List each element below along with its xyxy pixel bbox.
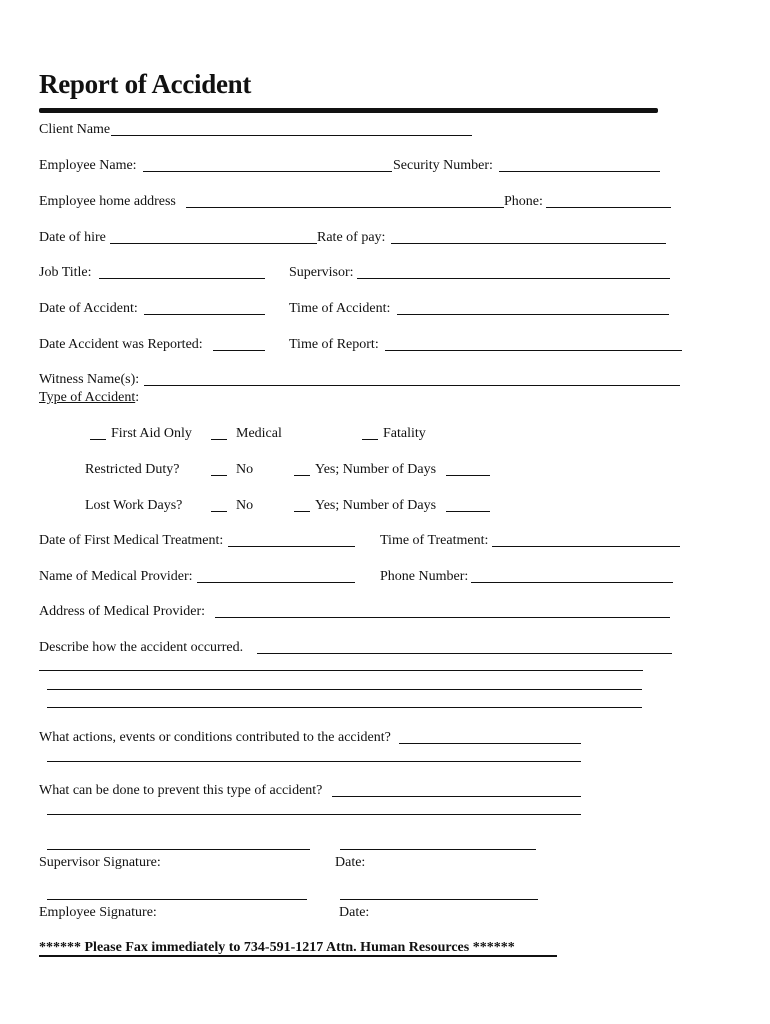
- restricted-duty-label: Restricted Duty?: [85, 462, 180, 477]
- type-of-accident-text: Type of Accident: [39, 390, 136, 405]
- contributed-label: What actions, events or conditions contributed to the accident?: [39, 730, 391, 745]
- medical-provider-label: Name of Medical Provider:: [39, 569, 193, 584]
- describe-field-line-2[interactable]: [39, 670, 643, 671]
- rate-of-pay-label: Rate of pay:: [317, 230, 386, 245]
- fatality-label: Fatality: [383, 426, 426, 441]
- job-title-label: Job Title:: [39, 265, 92, 280]
- employee-signature-field[interactable]: [47, 899, 307, 900]
- lost-no-checkbox[interactable]: [211, 511, 227, 512]
- date-of-hire-label: Date of hire: [39, 230, 106, 245]
- lost-yes-checkbox[interactable]: [294, 511, 310, 512]
- date-reported-field[interactable]: [213, 350, 265, 351]
- prevent-field-line-2[interactable]: [47, 814, 581, 815]
- client-name-label: Client Name: [39, 122, 111, 137]
- time-of-treatment-label: Time of Treatment:: [380, 533, 489, 548]
- employee-date-field[interactable]: [340, 899, 538, 900]
- phone-field[interactable]: [546, 207, 671, 208]
- medical-label: Medical: [236, 426, 282, 441]
- contributed-field-line-1[interactable]: [399, 743, 581, 744]
- medical-checkbox[interactable]: [211, 439, 227, 440]
- restricted-yes-checkbox[interactable]: [294, 475, 310, 476]
- describe-field-line-3[interactable]: [47, 689, 642, 690]
- supervisor-signature-label: Supervisor Signature:: [39, 855, 161, 870]
- prevent-label: What can be done to prevent this type of accident?: [39, 783, 323, 798]
- home-address-label: Employee home address: [39, 194, 176, 209]
- lost-work-days-label: Lost Work Days?: [85, 498, 183, 513]
- lost-days-field[interactable]: [446, 511, 490, 512]
- lost-no-label: No: [236, 498, 254, 513]
- employee-signature-label: Employee Signature:: [39, 905, 157, 920]
- date-of-accident-label: Date of Accident:: [39, 301, 138, 316]
- lost-yes-label: Yes; Number of Days: [315, 498, 437, 513]
- describe-field-line-1[interactable]: [257, 653, 672, 654]
- supervisor-signature-field[interactable]: [47, 849, 310, 850]
- restricted-days-field[interactable]: [446, 475, 490, 476]
- first-treatment-date-label: Date of First Medical Treatment:: [39, 533, 224, 548]
- supervisor-date-field[interactable]: [340, 849, 536, 850]
- medical-provider-field[interactable]: [197, 582, 355, 583]
- home-address-field[interactable]: [186, 207, 504, 208]
- supervisor-label: Supervisor:: [289, 265, 354, 280]
- first-aid-label: First Aid Only: [111, 426, 192, 441]
- time-of-report-field[interactable]: [385, 350, 682, 351]
- prevent-field-line-1[interactable]: [332, 796, 581, 797]
- restricted-no-checkbox[interactable]: [211, 475, 227, 476]
- contributed-field-line-2[interactable]: [47, 761, 581, 762]
- security-number-field[interactable]: [499, 171, 660, 172]
- client-name-field[interactable]: [111, 135, 472, 136]
- date-of-hire-field[interactable]: [110, 243, 317, 244]
- security-number-label: Security Number:: [393, 158, 493, 173]
- page-title: Report of Accident: [39, 69, 252, 99]
- date-of-accident-field[interactable]: [144, 314, 265, 315]
- describe-field-line-4[interactable]: [47, 707, 642, 708]
- phone-number-field[interactable]: [471, 582, 673, 583]
- supervisor-field[interactable]: [357, 278, 670, 279]
- rate-of-pay-field[interactable]: [391, 243, 666, 244]
- phone-label: Phone:: [504, 194, 543, 209]
- time-of-accident-field[interactable]: [397, 314, 669, 315]
- witness-names-field[interactable]: [144, 385, 680, 386]
- employee-date-label: Date:: [339, 905, 370, 920]
- employee-name-label: Employee Name:: [39, 158, 137, 173]
- provider-address-label: Address of Medical Provider:: [39, 604, 206, 619]
- first-aid-checkbox[interactable]: [90, 439, 106, 440]
- time-of-treatment-field[interactable]: [492, 546, 680, 547]
- restricted-no-label: No: [236, 462, 254, 477]
- provider-address-field[interactable]: [215, 617, 670, 618]
- time-of-accident-label: Time of Accident:: [289, 301, 391, 316]
- fatality-checkbox[interactable]: [362, 439, 378, 440]
- type-of-accident-heading: [39, 390, 139, 406]
- witness-names-label: Witness Name(s):: [39, 372, 140, 387]
- employee-name-field[interactable]: [143, 171, 392, 172]
- phone-number-label: Phone Number:: [380, 569, 469, 584]
- first-treatment-date-field[interactable]: [228, 546, 355, 547]
- fax-instructions: ****** Please Fax immediately to 734-591-1217 Attn. Human Resources ******: [39, 940, 515, 955]
- describe-label: Describe how the accident occurred.: [39, 640, 244, 655]
- job-title-field[interactable]: [99, 278, 265, 279]
- time-of-report-label: Time of Report:: [289, 337, 379, 352]
- title-rule: [39, 108, 658, 113]
- restricted-yes-label: Yes; Number of Days: [315, 462, 437, 477]
- footer-underline: [39, 955, 557, 957]
- supervisor-date-label: Date:: [335, 855, 366, 870]
- date-reported-label: Date Accident was Reported:: [39, 337, 203, 352]
- type-of-accident-colon: :: [135, 390, 140, 405]
